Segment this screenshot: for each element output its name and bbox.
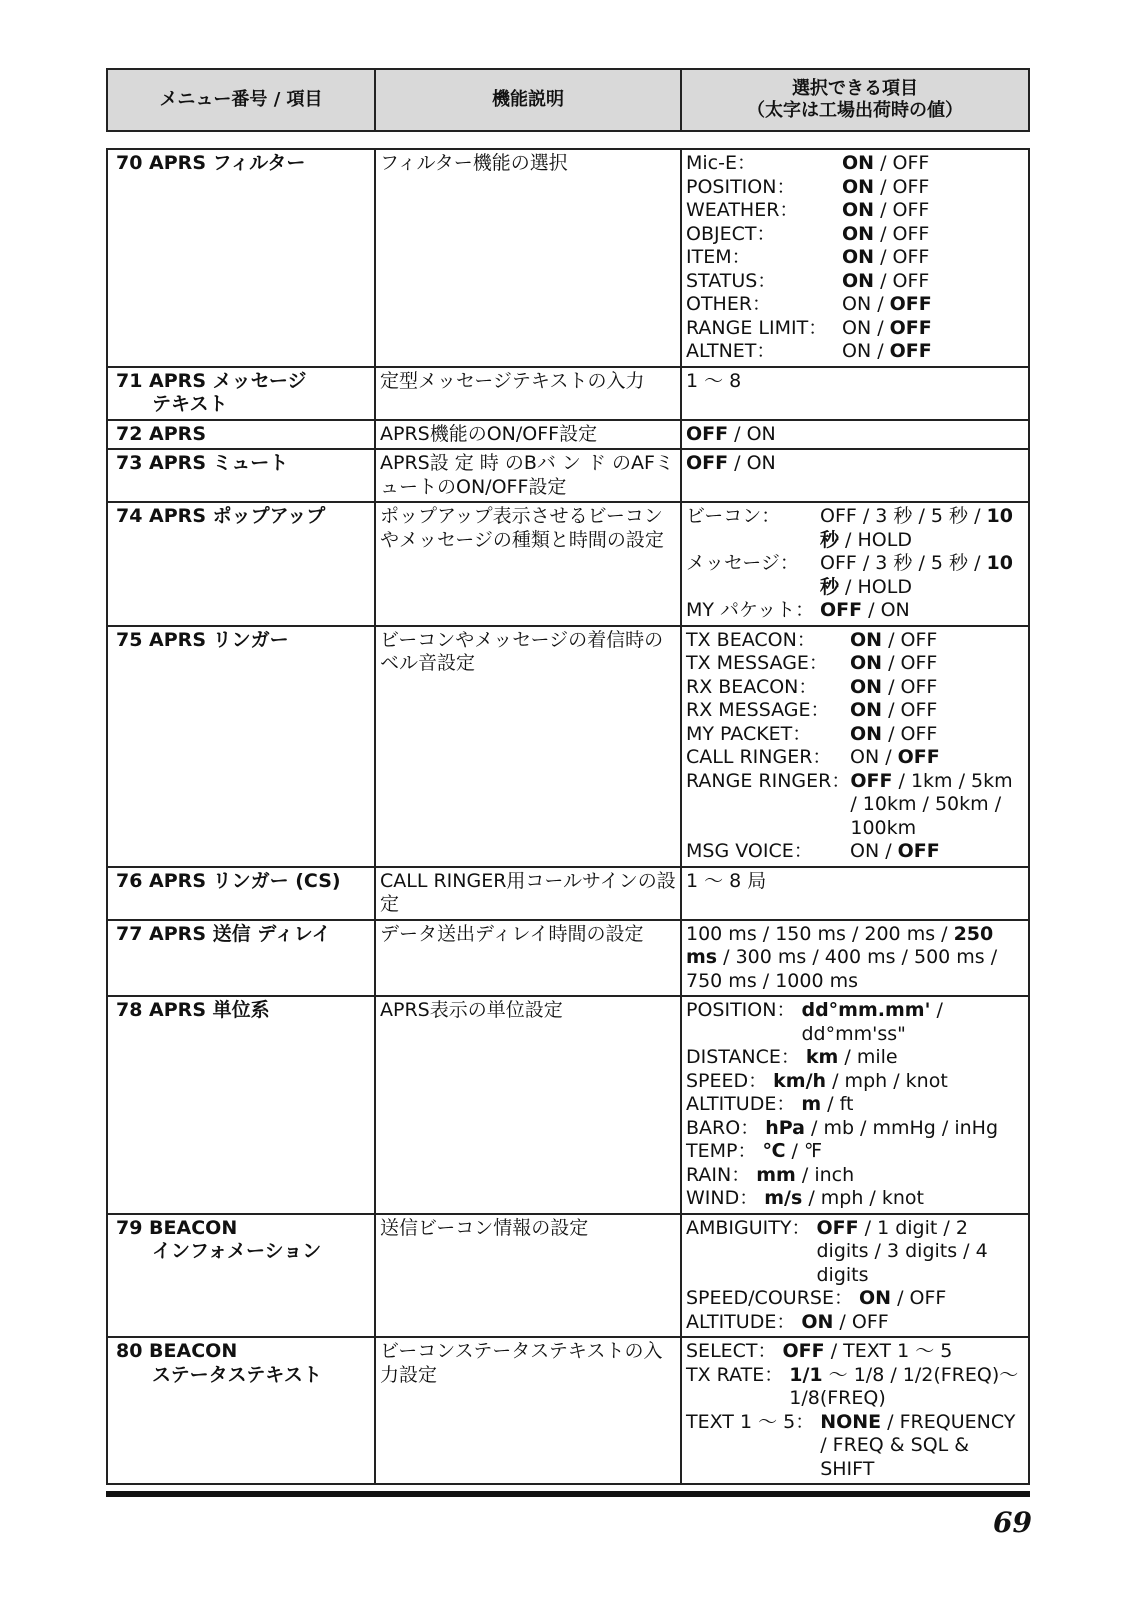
table-row bbox=[107, 996, 1029, 1214]
option-value: 100 ms / 150 ms / 200 ms / bbox=[686, 922, 954, 945]
default-value: ON bbox=[842, 152, 875, 174]
option-value: / ON bbox=[728, 422, 776, 445]
option-key: DISTANCE： bbox=[686, 1046, 800, 1068]
default-value: OFF bbox=[782, 1340, 825, 1362]
description-text: APRS設 定 時 のBバ ン ド のAFミュートのON/OFF設定 bbox=[380, 452, 674, 498]
option-values bbox=[686, 423, 1024, 447]
menu-item-cell bbox=[107, 1337, 375, 1484]
option-key: TEMP： bbox=[686, 1140, 757, 1162]
menu-item-label: インフォメーション bbox=[152, 1240, 322, 1262]
option-line bbox=[686, 676, 1024, 700]
option-value: / OFF bbox=[874, 222, 930, 245]
default-value: ON bbox=[842, 222, 875, 245]
default-value: km bbox=[805, 1046, 839, 1068]
option-line bbox=[686, 1164, 1024, 1188]
description-cell bbox=[375, 1214, 681, 1338]
option-line bbox=[686, 840, 1024, 864]
option-values bbox=[686, 452, 1024, 476]
default-value: OFF bbox=[889, 316, 932, 339]
table-row bbox=[107, 449, 1029, 502]
description-cell bbox=[375, 502, 681, 626]
option-values bbox=[816, 1217, 1024, 1288]
description-cell bbox=[375, 626, 681, 867]
option-value: / OFF bbox=[833, 1310, 889, 1333]
option-value: / OFF bbox=[882, 699, 938, 721]
option-line bbox=[686, 1217, 1024, 1288]
header-options bbox=[681, 69, 1029, 131]
option-line bbox=[686, 1287, 1024, 1311]
default-value: km/h bbox=[773, 1069, 827, 1092]
default-value: OFF bbox=[889, 340, 932, 362]
menu-item-cell bbox=[107, 996, 375, 1214]
option-key: RX BEACON： bbox=[686, 675, 818, 698]
option-line bbox=[686, 1117, 1024, 1141]
option-value: / 1km / 5km / 10km / 50km / 100km bbox=[850, 769, 1013, 839]
table-row bbox=[107, 1214, 1029, 1338]
default-value: ON bbox=[850, 699, 883, 721]
option-values bbox=[842, 176, 1024, 200]
option-values bbox=[783, 1340, 1024, 1364]
option-values bbox=[842, 340, 1024, 364]
default-value: OFF bbox=[686, 452, 729, 474]
header-options-line2: （太字は工場出荷時の値） bbox=[747, 100, 963, 121]
table-row bbox=[107, 149, 1029, 367]
option-key: TX MESSAGE： bbox=[686, 652, 828, 674]
default-value: OFF bbox=[889, 293, 932, 315]
option-key: STATUS： bbox=[686, 269, 777, 292]
menu-item-label: 71 APRS メッセージ bbox=[116, 369, 307, 392]
options-cell bbox=[681, 920, 1029, 997]
option-key: TX RATE： bbox=[686, 1363, 784, 1386]
option-key: AMBIGUITY： bbox=[686, 1216, 811, 1239]
option-values bbox=[820, 1411, 1024, 1482]
menu-item-label: 79 BEACON bbox=[116, 1216, 238, 1239]
option-line bbox=[686, 1140, 1024, 1164]
option-value: / mph / knot bbox=[826, 1069, 948, 1092]
option-line bbox=[686, 1311, 1024, 1335]
menu-item-label: テキスト bbox=[152, 393, 228, 415]
default-value: ON bbox=[842, 175, 875, 198]
option-values bbox=[801, 1093, 1024, 1117]
option-key: TX BEACON： bbox=[686, 628, 816, 651]
options-cell bbox=[681, 996, 1029, 1214]
menu-item-label: 70 APRS フィルター bbox=[116, 152, 306, 174]
description-cell bbox=[375, 867, 681, 920]
option-value: / 300 ms / 400 ms / 500 ms / 750 ms / 1000 ms bbox=[686, 946, 998, 992]
option-values bbox=[820, 599, 1024, 623]
menu-item-label: 80 BEACON bbox=[116, 1340, 238, 1362]
option-values bbox=[773, 1070, 1024, 1094]
description-cell bbox=[375, 920, 681, 997]
option-values bbox=[765, 1117, 1024, 1141]
default-value: mm bbox=[756, 1163, 796, 1186]
option-values bbox=[842, 246, 1024, 270]
option-value: ON / bbox=[850, 746, 898, 768]
option-line bbox=[686, 1364, 1024, 1411]
option-values bbox=[756, 1164, 1024, 1188]
option-key: OTHER： bbox=[686, 293, 772, 315]
option-value: / ON bbox=[862, 599, 910, 621]
option-key: SPEED： bbox=[686, 1069, 768, 1092]
default-value: NONE bbox=[820, 1410, 882, 1433]
option-value: / mile bbox=[838, 1046, 898, 1068]
option-value: / HOLD bbox=[839, 528, 912, 551]
option-key: MSG VOICE： bbox=[686, 840, 813, 862]
option-key: SELECT： bbox=[686, 1340, 777, 1362]
option-line bbox=[686, 1411, 1024, 1482]
option-value: / OFF bbox=[874, 269, 930, 292]
menu-item-label: 78 APRS 単位系 bbox=[116, 999, 270, 1021]
default-value: OFF bbox=[820, 599, 863, 621]
description-text: 定型メッセージテキストの入力 bbox=[380, 369, 645, 392]
menu-item-label: 73 APRS ミュート bbox=[116, 452, 289, 474]
default-value: ON bbox=[858, 1287, 892, 1309]
menu-item-label: 75 APRS リンガー bbox=[116, 628, 289, 651]
option-values bbox=[842, 199, 1024, 223]
table-row bbox=[107, 626, 1029, 867]
option-value: / OFF bbox=[882, 675, 938, 698]
option-values bbox=[686, 923, 1024, 994]
table-row bbox=[107, 367, 1029, 420]
option-key: ALTITUDE： bbox=[686, 1310, 796, 1333]
description-text: APRS表示の単位設定 bbox=[380, 999, 563, 1021]
header-item: メニュー番号 / 項目 bbox=[107, 69, 375, 131]
option-value: / ft bbox=[821, 1093, 854, 1115]
table-row bbox=[107, 502, 1029, 626]
option-value: ON / bbox=[842, 340, 890, 362]
option-values bbox=[801, 1311, 1024, 1335]
menu-item-cell bbox=[107, 367, 375, 420]
option-key: ITEM： bbox=[686, 246, 751, 268]
option-value: / mb / mmHg / inHg bbox=[804, 1116, 999, 1139]
option-value: / OFF bbox=[874, 175, 930, 198]
default-value: ON bbox=[801, 1310, 834, 1333]
description-cell bbox=[375, 149, 681, 367]
option-values bbox=[686, 370, 1024, 394]
option-line bbox=[686, 923, 1024, 994]
option-value: 1 ～ 8 局 bbox=[686, 869, 767, 892]
option-value: / 1 digit / 2 digits / 3 digits / 4 digits bbox=[816, 1216, 988, 1286]
description-text: APRS機能のON/OFF設定 bbox=[380, 422, 598, 445]
option-values bbox=[842, 223, 1024, 247]
option-key: ビーコン： bbox=[686, 505, 781, 527]
option-line bbox=[686, 270, 1024, 294]
option-values bbox=[842, 293, 1024, 317]
default-value: ON bbox=[842, 269, 875, 292]
option-value: / OFF bbox=[882, 652, 938, 674]
options-cell bbox=[681, 1214, 1029, 1338]
option-line bbox=[686, 452, 1024, 476]
option-line bbox=[686, 1070, 1024, 1094]
description-text: CALL RINGER用コールサインの設定 bbox=[380, 869, 676, 915]
table-row bbox=[107, 920, 1029, 997]
menu-item-cell bbox=[107, 449, 375, 502]
option-value: 1 ～ 8 bbox=[686, 369, 742, 392]
option-key: Mic-E： bbox=[686, 152, 756, 174]
header-options-line1: 選択できる項目 bbox=[792, 78, 918, 99]
option-line bbox=[686, 652, 1024, 676]
option-line bbox=[686, 176, 1024, 200]
option-value: / TEXT 1 ～ 5 bbox=[824, 1340, 953, 1362]
menu-item-cell bbox=[107, 626, 375, 867]
option-values bbox=[850, 676, 1024, 700]
menu-item-cell bbox=[107, 1214, 375, 1338]
description-text: ビーコンステータステキストの入力設定 bbox=[380, 1340, 663, 1386]
default-value: ℃ bbox=[762, 1140, 786, 1162]
option-key: WEATHER： bbox=[686, 199, 799, 221]
options-cell bbox=[681, 420, 1029, 450]
option-line bbox=[686, 423, 1024, 447]
option-key: CALL RINGER： bbox=[686, 746, 832, 768]
option-key: メッセージ： bbox=[686, 552, 799, 574]
default-value: dd°mm.mm' bbox=[801, 999, 931, 1021]
option-value: ON / bbox=[842, 293, 890, 315]
option-value: / OFF bbox=[882, 628, 938, 651]
option-line bbox=[686, 340, 1024, 364]
option-values bbox=[850, 770, 1024, 841]
option-value: OFF / 3 秒 / 5 秒 / bbox=[820, 505, 987, 527]
table-row bbox=[107, 420, 1029, 450]
header-table bbox=[106, 68, 1030, 132]
option-line bbox=[686, 1340, 1024, 1364]
option-values bbox=[764, 1187, 1024, 1211]
default-value: m bbox=[801, 1093, 822, 1115]
default-value: ON bbox=[850, 628, 883, 651]
menu-item-label: 76 APRS リンガー (CS) bbox=[116, 869, 341, 892]
menu-item-label: 72 APRS bbox=[116, 422, 206, 445]
option-values bbox=[850, 652, 1024, 676]
default-value: ON bbox=[842, 199, 875, 221]
option-line bbox=[686, 293, 1024, 317]
option-values bbox=[842, 317, 1024, 341]
option-value: ON / bbox=[842, 316, 890, 339]
option-line bbox=[686, 370, 1024, 394]
option-key: ALTITUDE： bbox=[686, 1093, 796, 1115]
menu-item-label: 74 APRS ポップアップ bbox=[116, 505, 326, 527]
option-line bbox=[686, 152, 1024, 176]
option-key: RANGE LIMIT： bbox=[686, 316, 828, 339]
footer-rule bbox=[106, 1491, 1030, 1497]
table-row bbox=[107, 1337, 1029, 1484]
option-line bbox=[686, 599, 1024, 623]
description-text: データ送出ディレイ時間の設定 bbox=[380, 922, 644, 945]
option-line bbox=[686, 505, 1024, 552]
option-key: POSITION： bbox=[686, 999, 796, 1021]
description-cell bbox=[375, 449, 681, 502]
option-line bbox=[686, 199, 1024, 223]
option-key: WIND： bbox=[686, 1187, 759, 1209]
table-row bbox=[107, 867, 1029, 920]
option-line bbox=[686, 770, 1024, 841]
default-value: OFF bbox=[850, 769, 893, 792]
default-value: 1/1 bbox=[789, 1363, 823, 1386]
option-key: BARO： bbox=[686, 1116, 760, 1139]
option-value: / OFF bbox=[874, 199, 930, 221]
option-values bbox=[820, 552, 1024, 599]
option-key: SPEED/COURSE： bbox=[686, 1287, 853, 1309]
default-value: OFF bbox=[897, 746, 940, 768]
option-value: / HOLD bbox=[839, 575, 912, 598]
default-value: OFF bbox=[897, 840, 940, 862]
description-text: 送信ビーコン情報の設定 bbox=[380, 1216, 589, 1239]
menu-table bbox=[106, 148, 1030, 1485]
option-values bbox=[686, 870, 1024, 894]
menu-item-cell bbox=[107, 420, 375, 450]
option-line bbox=[686, 1046, 1024, 1070]
option-line bbox=[686, 1187, 1024, 1211]
default-value: 250 ms bbox=[686, 922, 994, 968]
options-cell bbox=[681, 867, 1029, 920]
option-key: OBJECT： bbox=[686, 222, 776, 245]
option-line bbox=[686, 1093, 1024, 1117]
option-key: MY パケット： bbox=[686, 599, 815, 621]
menu-item-cell bbox=[107, 920, 375, 997]
options-cell bbox=[681, 449, 1029, 502]
description-text: ビーコンやメッセージの着信時のベル音設定 bbox=[380, 628, 664, 674]
option-line bbox=[686, 723, 1024, 747]
option-values bbox=[859, 1287, 1024, 1311]
option-line bbox=[686, 246, 1024, 270]
options-cell bbox=[681, 1337, 1029, 1484]
option-value: ON / bbox=[850, 840, 898, 862]
menu-item-cell bbox=[107, 149, 375, 367]
default-value: ON bbox=[850, 675, 883, 698]
option-value: / ON bbox=[728, 452, 776, 474]
option-values bbox=[850, 746, 1024, 770]
menu-item-label: ステータステキスト bbox=[152, 1363, 322, 1386]
option-key: TEXT 1 ～ 5： bbox=[686, 1410, 815, 1433]
option-value: ～ 1/8 / 1/2(FREQ)～ 1/8(FREQ) bbox=[789, 1363, 1019, 1409]
description-cell bbox=[375, 367, 681, 420]
options-cell bbox=[681, 149, 1029, 367]
default-value: ON bbox=[850, 722, 883, 745]
option-values bbox=[801, 999, 1024, 1046]
menu-item-cell bbox=[107, 867, 375, 920]
option-line bbox=[686, 552, 1024, 599]
menu-item-cell bbox=[107, 502, 375, 626]
options-cell bbox=[681, 626, 1029, 867]
description-text: フィルター機能の選択 bbox=[380, 152, 568, 174]
option-value: / mph / knot bbox=[802, 1187, 924, 1209]
option-line bbox=[686, 870, 1024, 894]
description-cell bbox=[375, 420, 681, 450]
default-value: OFF bbox=[686, 422, 729, 445]
option-values bbox=[842, 152, 1024, 176]
default-value: 10 秒 bbox=[820, 505, 1013, 551]
option-key: RAIN： bbox=[686, 1163, 751, 1186]
option-values bbox=[850, 699, 1024, 723]
option-values bbox=[850, 723, 1024, 747]
description-cell bbox=[375, 1337, 681, 1484]
default-value: ON bbox=[850, 652, 883, 674]
default-value: 10 秒 bbox=[820, 552, 1013, 598]
option-value: / dd°mm'ss" bbox=[801, 999, 943, 1045]
option-key: RX MESSAGE： bbox=[686, 699, 830, 721]
description-cell bbox=[375, 996, 681, 1214]
option-line bbox=[686, 317, 1024, 341]
option-values bbox=[806, 1046, 1024, 1070]
option-value: / OFF bbox=[891, 1287, 947, 1309]
options-cell bbox=[681, 367, 1029, 420]
options-cell bbox=[681, 502, 1029, 626]
option-value: / FREQUENCY / FREQ & SQL & SHIFT bbox=[820, 1410, 1016, 1480]
default-value: m/s bbox=[764, 1187, 803, 1209]
option-value: / inch bbox=[795, 1163, 855, 1186]
option-key: MY PACKET： bbox=[686, 722, 812, 745]
option-line bbox=[686, 999, 1024, 1046]
default-value: hPa bbox=[765, 1116, 805, 1139]
page-number: 69 bbox=[993, 1506, 1032, 1539]
option-value: / OFF bbox=[874, 152, 930, 174]
header-description: 機能説明 bbox=[375, 69, 681, 131]
option-line bbox=[686, 223, 1024, 247]
option-line bbox=[686, 746, 1024, 770]
option-values bbox=[842, 270, 1024, 294]
option-value: / ℉ bbox=[785, 1140, 823, 1162]
option-values bbox=[820, 505, 1024, 552]
default-value: ON bbox=[842, 246, 875, 268]
option-values bbox=[850, 629, 1024, 653]
option-value: OFF / 3 秒 / 5 秒 / bbox=[820, 552, 987, 574]
option-value: / OFF bbox=[882, 722, 938, 745]
option-key: RANGE RINGER： bbox=[686, 769, 851, 792]
menu-item-label: 77 APRS 送信 ディレイ bbox=[116, 922, 331, 945]
option-key: ALTNET： bbox=[686, 340, 776, 362]
default-value: OFF bbox=[816, 1216, 859, 1239]
option-value: / OFF bbox=[874, 246, 930, 268]
option-values bbox=[789, 1364, 1024, 1411]
option-values bbox=[762, 1140, 1024, 1164]
description-text: ポップアップ表示させるビーコンやメッセージの種類と時間の設定 bbox=[380, 505, 664, 551]
option-line bbox=[686, 699, 1024, 723]
option-line bbox=[686, 629, 1024, 653]
option-values bbox=[850, 840, 1024, 864]
option-key: POSITION： bbox=[686, 175, 796, 198]
